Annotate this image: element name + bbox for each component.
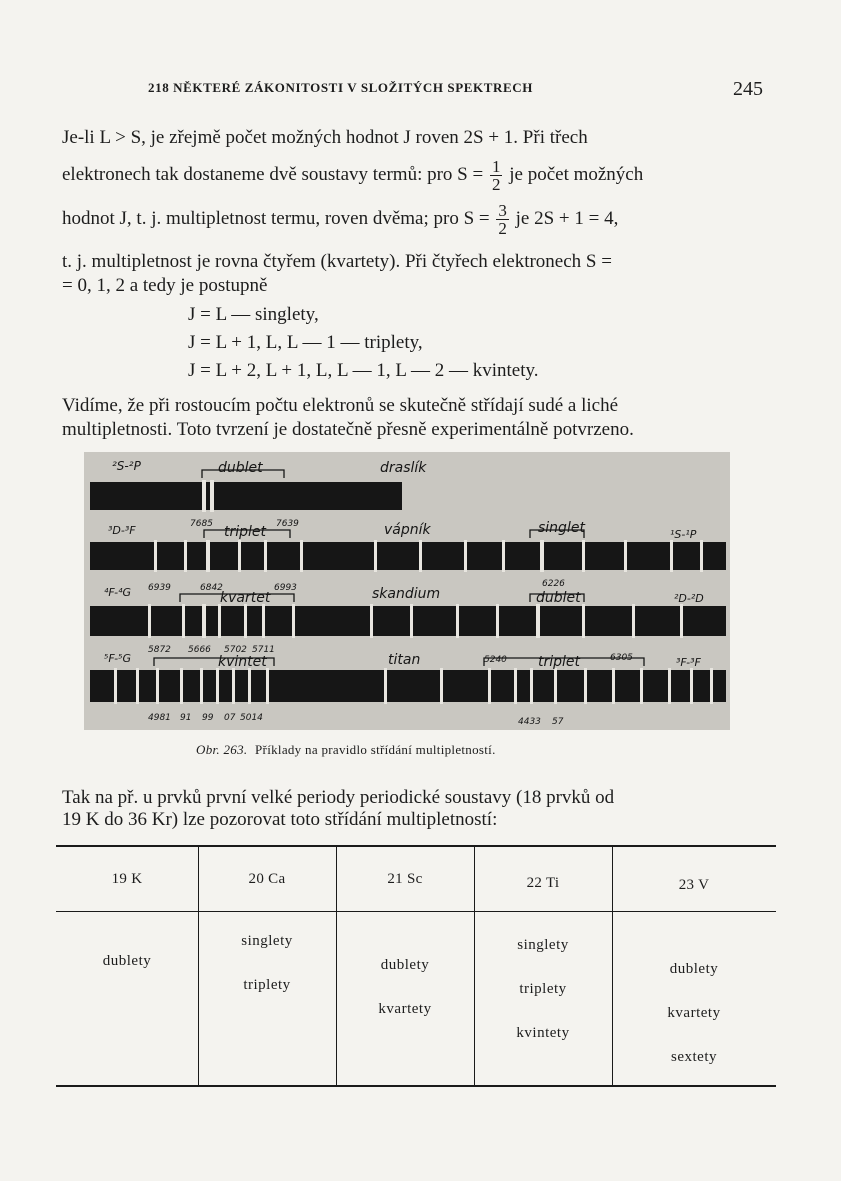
figure-caption xyxy=(196,742,496,758)
frac2-numerator: 3 xyxy=(498,201,507,220)
frac1-numerator: 1 xyxy=(491,157,501,176)
header-20ca: 20 Ca xyxy=(248,871,286,887)
label-dublet-1: dublet xyxy=(218,460,263,476)
bottom-07: 07 xyxy=(224,713,236,723)
fraction-three-halves xyxy=(496,202,509,237)
label-3d3f: ³D-³F xyxy=(108,524,136,537)
label-3f3f: ³F-³F xyxy=(676,656,701,669)
cell-21sc-dublety: dublety xyxy=(380,957,430,973)
p1-line-1: Je-li L > S, je zřejmě počet možných hodnot J roven 2S + 1. Při třech xyxy=(62,127,588,148)
cell-20ca-singlety: singlety xyxy=(241,933,293,949)
cell-23v-sextety: sextety xyxy=(671,1049,717,1065)
label-5702: 5702 xyxy=(224,645,247,655)
label-7639: 7639 xyxy=(276,519,299,529)
label-vapnik: vápník xyxy=(384,522,431,538)
header-21sc: 21 Sc xyxy=(387,871,423,887)
p1-line-3b: je 2S + 1 = 4, xyxy=(515,207,619,229)
cell-21sc-kvartety: kvartety xyxy=(378,1001,432,1017)
label-1s1p: ¹S-¹P xyxy=(670,528,697,541)
label-6939: 6939 xyxy=(148,583,171,593)
cell-22ti-singlety: singlety xyxy=(517,937,569,953)
caption-text: Příklady na pravidlo střídání multipletností. xyxy=(255,742,496,757)
spectra-figure xyxy=(84,452,730,730)
bottom-99: 99 xyxy=(202,713,214,723)
cell-22ti-triplety: triplety xyxy=(519,981,567,997)
cell-20ca-triplety: triplety xyxy=(243,977,291,993)
p3-line-1: Tak na př. u prvků první velké periody periodické soustavy (18 prvků od xyxy=(62,787,615,808)
equation-singlety: J = L — singlety, xyxy=(188,304,319,325)
label-titan: titan xyxy=(388,652,421,668)
label-triplet-2: triplet xyxy=(538,654,581,670)
line-draslik-2 xyxy=(210,480,214,512)
cell-23v-kvartety: kvartety xyxy=(667,1005,721,1021)
line-draslik-1 xyxy=(202,480,206,512)
table-header-divider xyxy=(56,911,776,912)
p1-line-3 xyxy=(62,202,618,237)
label-5872: 5872 xyxy=(148,645,171,655)
page-number: 245 xyxy=(733,78,763,100)
p1-line-4: t. j. multipletnost je rovna čtyřem (kvartety). Při čtyřech elektronech S = xyxy=(62,251,612,272)
p1-line-2 xyxy=(62,158,643,193)
p2-line-1: Vidíme, že při rostoucím počtu elektronů se skutečně střídají sudé a liché xyxy=(62,395,619,416)
band-skandium xyxy=(90,606,726,636)
label-kvintet: kvintet xyxy=(218,654,267,670)
equation-triplety: J = L + 1, L, L — 1 — triplety, xyxy=(188,332,423,353)
label-5240: 5240 xyxy=(484,655,507,665)
band-titan xyxy=(90,670,726,702)
header-title: 218 NĚKTERÉ ZÁKONITOSTI V SLOŽITÝCH SPEKTRECH xyxy=(148,80,533,95)
bottom-4981: 4981 xyxy=(148,713,171,723)
p2-line-2: multipletnosti. Toto tvrzení je dostatečně přesně experimentálně potvrzeno. xyxy=(62,419,634,440)
label-skandium: skandium xyxy=(372,586,441,602)
p1-line-3a: hodnot J, t. j. multipletnost termu, roven dvěma; pro S = xyxy=(62,207,490,229)
bottom-57: 57 xyxy=(552,717,564,727)
label-6842: 6842 xyxy=(200,583,223,593)
header-19k: 19 K xyxy=(111,871,143,887)
label-6993: 6993 xyxy=(274,583,297,593)
p1-line-2b: je počet možných xyxy=(509,163,644,185)
header-22ti: 22 Ti xyxy=(526,875,560,891)
bottom-91: 91 xyxy=(180,713,192,723)
p3-line-2: 19 K do 36 Kr) lze pozorovat toto střídání multipletností: xyxy=(62,809,498,830)
p1-line-2a: elektronech tak dostaneme dvě soustavy termů: pro S = xyxy=(62,163,484,185)
running-header xyxy=(148,78,763,108)
label-5666: 5666 xyxy=(188,645,211,655)
cell-19k-dublety: dublety xyxy=(102,953,152,969)
label-6226: 6226 xyxy=(542,579,565,589)
frac2-denominator: 2 xyxy=(498,219,507,238)
equation-kvintety: J = L + 2, L + 1, L, L — 1, L — 2 — kvintety. xyxy=(188,360,539,381)
label-4f4g: ⁴F-⁴G xyxy=(104,586,132,599)
label-draslik: draslík xyxy=(380,460,427,476)
cell-23v-dublety: dublety xyxy=(669,961,719,977)
label-6305: 6305 xyxy=(610,653,633,663)
label-2s2p: ²S-²P xyxy=(112,459,141,473)
spectra-plate xyxy=(84,452,730,730)
bottom-4433: 4433 xyxy=(518,717,541,727)
label-5f5g: ⁵F-⁵G xyxy=(104,652,132,665)
label-kvartet: kvartet xyxy=(220,590,271,606)
cell-22ti-kvintety: kvintety xyxy=(516,1025,570,1041)
label-triplet-1: triplet xyxy=(224,524,267,540)
band-draslik xyxy=(90,482,402,510)
label-5711: 5711 xyxy=(252,645,275,655)
p1-line-5: = 0, 1, 2 a tedy je postupně xyxy=(62,275,268,296)
fraction-one-half xyxy=(490,158,503,193)
caption-label: Obr. 263. xyxy=(196,742,248,757)
label-2d2d: ²D-²D xyxy=(674,592,704,605)
label-dublet-2: dublet xyxy=(536,590,581,606)
label-7685: 7685 xyxy=(190,519,213,529)
multiplet-table xyxy=(56,845,776,1087)
header-23v: 23 V xyxy=(678,877,710,893)
bottom-5014: 5014 xyxy=(240,713,263,723)
frac1-denominator: 2 xyxy=(491,175,501,194)
label-singlet: singlet xyxy=(538,520,585,536)
